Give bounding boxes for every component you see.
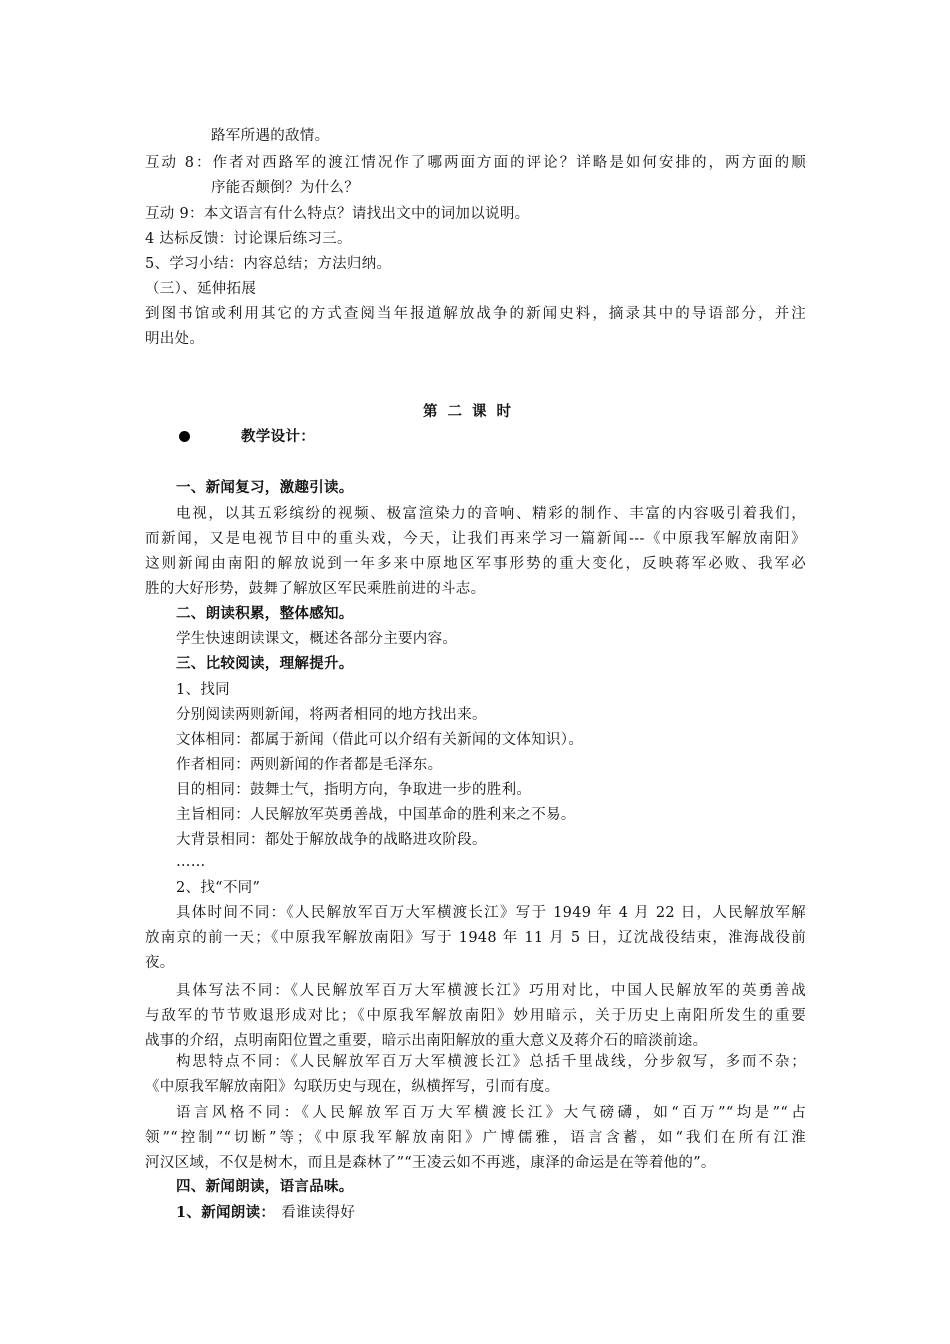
lesson-title: 第二课时	[423, 403, 521, 420]
paragraph-line: 河汉区域，不仅是树木，而且是森林了”“王凌云如不再逃，康泽的命运是在等着他的”。	[145, 1155, 716, 1171]
design-label: 教学设计：	[241, 428, 315, 445]
ellipsis: ……	[176, 854, 206, 870]
paragraph-line: 胜的大好形势，鼓舞了解放区军民乘胜前进的斗志。	[145, 581, 486, 597]
paragraph-line: 分别阅读两则新闻，将两者相同的地方找出来。	[176, 707, 487, 723]
paragraph-line: 电视，以其五彩缤纷的视频、极富渲染力的音响、精彩的制作、丰富的内容吸引着我们，	[176, 506, 806, 522]
text-line: 互动 9：本文语言有什么特点？请找出文中的词加以说明。	[145, 206, 530, 222]
subheading: 2、找“不同”	[176, 880, 261, 896]
paragraph-line: 放南京的前一天；《中原我军解放南阳》写于 1948 年 11 月 5 日，辽沈战役结束，淮海战役前	[145, 930, 806, 946]
text-line: 到图书馆或利用其它的方式查阅当年报道解放战争的新闻史料，摘录其中的导语部分，并注	[145, 306, 806, 322]
text-line: 路军所遇的敌情。	[211, 128, 330, 144]
section-heading: 三、比较阅读，理解提升。	[176, 655, 354, 672]
text-line: 互动 8：作者对西路军的渡江情况作了哪两面方面的评论？详略是如何安排的，两方面的顺	[145, 155, 806, 171]
text-line: 4 达标反馈：讨论课后练习三。	[145, 231, 352, 247]
paragraph-line: 这则新闻由南阳的解放说到一年多来中原地区军事形势的重大变化，反映蒋军必败、我军必	[145, 556, 806, 572]
paragraph-line: 战事的介绍，点明南阳位置之重要，暗示出南阳解放的重大意义及蒋介石的暗淡前途。	[145, 1033, 708, 1049]
paragraph-line: 学生快速朗读课文，概述各部分主要内容。	[176, 631, 458, 647]
text-line: 5、学习小结：内容总结；方法归纳。	[145, 256, 392, 272]
paragraph-line: 而新闻，又是电视节目中的重头戏，今天，让我们再来学习一篇新闻---《中原我军解放南阳》	[145, 531, 806, 547]
paragraph-line: 构思特点不同：《人民解放军百万大军横渡长江》总括千里战线，分步叙写，多而不杂；	[176, 1054, 806, 1070]
paragraph-line: 具体写法不同：《人民解放军百万大军横渡长江》巧用对比，中国人民解放军的英勇善战	[176, 983, 806, 999]
paragraph-line: 作者相同：两则新闻的作者都是毛泽东。	[176, 757, 443, 773]
text-line: （三）、延伸拓展	[145, 281, 257, 297]
paragraph-line: 大背景相同：都处于解放战争的战略进攻阶段。	[176, 832, 487, 848]
bullet-icon	[179, 431, 190, 442]
paragraph-line: 《中原我军解放南阳》勾联历史与现在，纵横挥写，引而有度。	[145, 1079, 560, 1095]
paragraph-line: 具体时间不同：《人民解放军百万大军横渡长江》写于 1949 年 4 月 22 日，人民解放军解	[176, 905, 806, 921]
paragraph-line: 与敌军的节节败退形成对比；《中原我军解放南阳》妙用暗示，关于历史上南阳所发生的重要	[145, 1008, 806, 1024]
text-line: 明出处。	[145, 331, 205, 347]
text-line: 序能否颠倒？为什么？	[211, 180, 359, 196]
paragraph-line: 主旨相同：人民解放军英勇善战，中国革命的胜利来之不易。	[176, 807, 576, 823]
paragraph-line: 目的相同：鼓舞士气，指明方向，争取进一步的胜利。	[176, 782, 532, 798]
subheading: 1、找同	[176, 682, 230, 698]
subheading-label: 1、新闻朗读：	[176, 1204, 276, 1221]
section-heading: 二、朗读积累，整体感知。	[176, 605, 354, 622]
subheading-text: 看谁读得好	[281, 1205, 356, 1221]
paragraph-line: 文体相同：都属于新闻（借此可以介绍有关新闻的文体知识）。	[176, 732, 584, 748]
paragraph-line: 夜。	[145, 955, 175, 971]
paragraph-line: 领”“控制”“切断”等；《中原我军解放南阳》广博儒雅，语言含蓄，如“我们在所有江淮	[145, 1130, 806, 1146]
section-heading: 一、新闻复习，激趣引读。	[176, 479, 354, 496]
section-heading: 四、新闻朗读，语言品味。	[176, 1178, 354, 1195]
paragraph-line: 语言风格不同：《人民解放军百万大军横渡长江》大气磅礴，如“百万”“均是”“占	[176, 1105, 806, 1121]
subheading-line	[176, 1201, 355, 1225]
